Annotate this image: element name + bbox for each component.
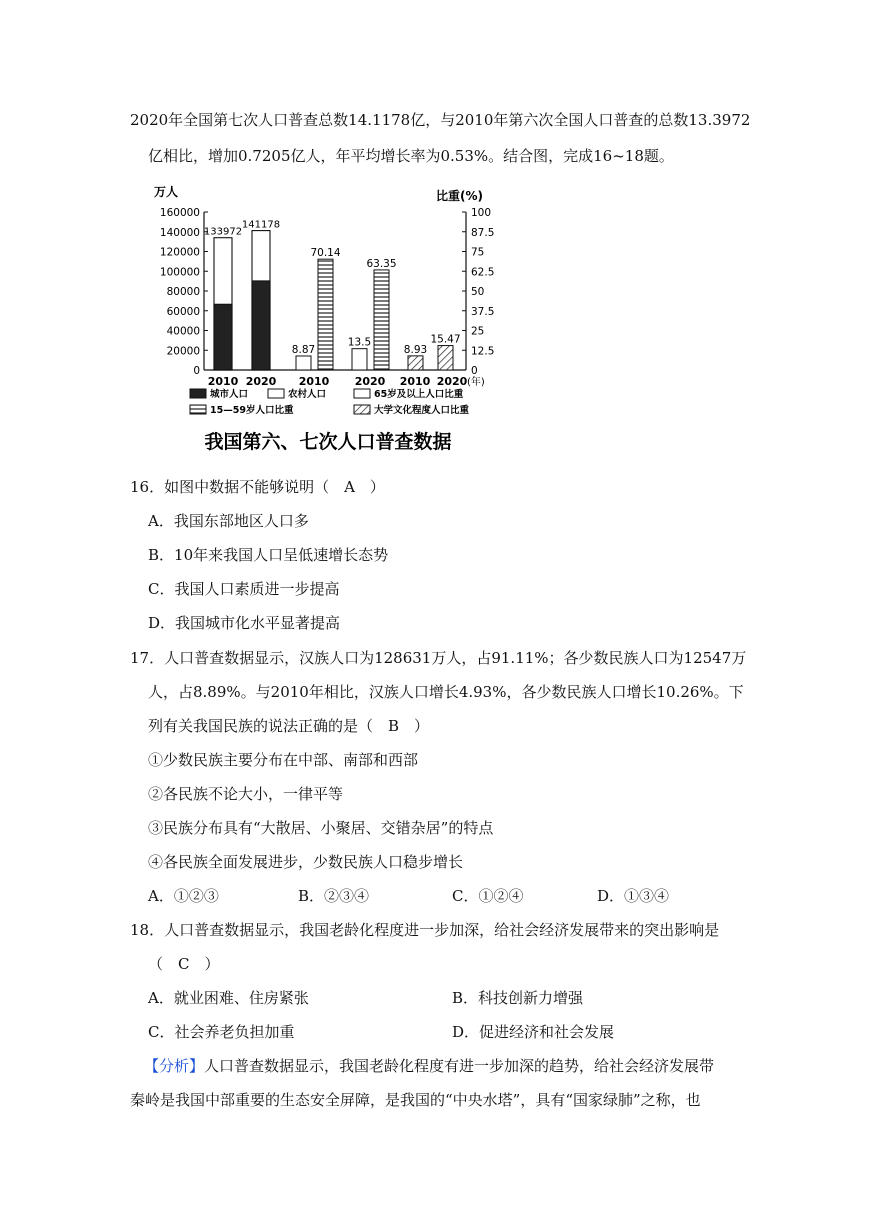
legend-swatch bbox=[354, 405, 370, 414]
total-population-label: 141178 bbox=[241, 219, 281, 231]
q17-option-c: C．①②④ bbox=[452, 887, 524, 905]
left-tick-label: 80000 bbox=[166, 286, 200, 298]
left-tick-label: 120000 bbox=[159, 246, 200, 259]
analysis-line bbox=[144, 1056, 714, 1076]
ratio-bar bbox=[408, 356, 423, 370]
right-tick-label: 75 bbox=[471, 246, 485, 259]
q16-option-d: D．我国城市化水平显著提高 bbox=[148, 614, 341, 632]
q17-statement-2: ②各民族不论大小，一律平等 bbox=[148, 785, 344, 803]
legend-swatch bbox=[190, 389, 206, 398]
q17-line-1: 17．人口普查数据显示，汉族人口为128631万人，占91.11%；各少数民族人口为12547万 bbox=[130, 649, 747, 667]
next-passage-line: 秦岭是我国中部重要的生态安全屏障，是我国的“中央水塔”，具有“国家绿肺”之称，也 bbox=[130, 1091, 701, 1109]
ratio-value-label: 70.14 bbox=[310, 247, 341, 260]
intro-line-2: 亿相比，增加0.7205亿人，年平均增长率为0.53%。结合图，完成16~18题。 bbox=[148, 147, 674, 165]
analysis-tag: 【分析】 bbox=[144, 1057, 205, 1075]
right-axis-label: 比重(%) bbox=[436, 189, 483, 203]
left-axis-label: 万人 bbox=[154, 185, 179, 199]
x-axis-label: 2010 bbox=[298, 375, 330, 388]
right-tick-label: 62.5 bbox=[471, 266, 495, 279]
ratio-value-label: 8.93 bbox=[403, 343, 428, 356]
legend-label: 65岁及以上人口比重 bbox=[374, 389, 464, 400]
right-tick-label: 100 bbox=[471, 207, 492, 219]
right-tick-label: 0 bbox=[471, 365, 478, 377]
ratio-bar bbox=[296, 356, 311, 370]
x-axis-label: 2020 bbox=[245, 375, 277, 388]
q17-option-d: D．①③④ bbox=[597, 887, 670, 905]
right-tick-label: 12.5 bbox=[471, 345, 495, 358]
q18-line-2: （ C ） bbox=[148, 955, 220, 973]
ratio-value-label: 13.5 bbox=[347, 336, 372, 349]
q18-option-a: A．就业困难、住房紧张 bbox=[148, 989, 309, 1007]
q17-line-2: 人，占8.89%。与2010年相比，汉族人口增长4.93%，各少数民族人口增长10.26%。下 bbox=[148, 683, 744, 701]
legend-label: 大学文化程度人口比重 bbox=[374, 405, 470, 416]
left-tick-label: 20000 bbox=[166, 345, 200, 358]
q17-option-a: A．①②③ bbox=[148, 887, 219, 905]
q16-option-a: A．我国东部地区人口多 bbox=[148, 512, 309, 530]
left-tick-label: 40000 bbox=[166, 325, 200, 338]
ratio-bar bbox=[438, 346, 453, 370]
q17-statement-1: ①少数民族主要分布在中部、南部和西部 bbox=[148, 751, 419, 769]
x-axis-label: 2010 bbox=[207, 375, 239, 388]
census-chart-svg bbox=[148, 180, 508, 460]
x-axis-label: 2020 bbox=[354, 375, 386, 388]
census-chart bbox=[148, 180, 508, 460]
x-axis-label: 2020 bbox=[436, 375, 468, 388]
x-axis-label: 2010 bbox=[399, 375, 431, 388]
q18-option-c: C．社会养老负担加重 bbox=[148, 1023, 295, 1041]
ratio-bar bbox=[318, 259, 333, 370]
legend-label: 农村人口 bbox=[288, 389, 327, 400]
q17-statement-3: ③民族分布具有“大散居、小聚居、交错杂居”的特点 bbox=[148, 819, 494, 837]
ratio-bar bbox=[374, 270, 389, 370]
left-tick-label: 100000 bbox=[159, 266, 200, 279]
legend-swatch bbox=[354, 389, 370, 398]
right-tick-label: 25 bbox=[471, 325, 485, 338]
q18-line-1: 18．人口普查数据显示，我国老龄化程度进一步加深，给社会经济发展带来的突出影响是 bbox=[130, 921, 720, 939]
ratio-value-label: 63.35 bbox=[366, 257, 397, 270]
analysis-text: 人口普查数据显示，我国老龄化程度有进一步加深的趋势，给社会经济发展带 bbox=[204, 1057, 715, 1075]
q17-line-3: 列有关我国民族的说法正确的是（ B ） bbox=[148, 717, 430, 735]
ratio-bar bbox=[352, 349, 367, 370]
urban-population-bar bbox=[214, 304, 232, 370]
left-tick-label: 0 bbox=[193, 365, 200, 377]
legend-swatch bbox=[190, 405, 206, 414]
legend-label: 15—59岁人口比重 bbox=[210, 405, 294, 416]
right-tick-label: 50 bbox=[471, 286, 485, 298]
q16-option-c: C．我国人口素质进一步提高 bbox=[148, 580, 340, 598]
right-tick-label: 37.5 bbox=[471, 305, 495, 318]
q17-option-b: B．②③④ bbox=[298, 887, 370, 905]
intro-line-1: 2020年全国第七次人口普查总数14.1178亿，与2010年第六次全国人口普查的总数13.3972 bbox=[130, 111, 751, 129]
total-population-label: 133972 bbox=[203, 226, 243, 238]
q18-option-b: B．科技创新力增强 bbox=[452, 989, 584, 1007]
x-axis-unit: (年) bbox=[467, 377, 485, 388]
legend-label: 城市人口 bbox=[210, 389, 249, 400]
left-tick-label: 140000 bbox=[159, 226, 200, 239]
right-tick-label: 87.5 bbox=[471, 226, 495, 239]
legend-swatch bbox=[268, 389, 284, 398]
ratio-value-label: 8.87 bbox=[291, 343, 316, 356]
q17-statement-4: ④各民族全面发展进步，少数民族人口稳步增长 bbox=[148, 853, 464, 871]
urban-population-bar bbox=[252, 281, 270, 370]
chart-title: 我国第六、七次人口普查数据 bbox=[204, 431, 452, 453]
q18-option-d: D．促进经济和社会发展 bbox=[452, 1023, 615, 1041]
left-tick-label: 160000 bbox=[159, 207, 200, 219]
q16-option-b: B．10年来我国人口呈低速增长态势 bbox=[148, 546, 389, 564]
left-tick-label: 60000 bbox=[166, 305, 200, 318]
ratio-value-label: 15.47 bbox=[430, 333, 461, 346]
q16-stem: 16．如图中数据不能够说明（ A ） bbox=[130, 478, 385, 496]
